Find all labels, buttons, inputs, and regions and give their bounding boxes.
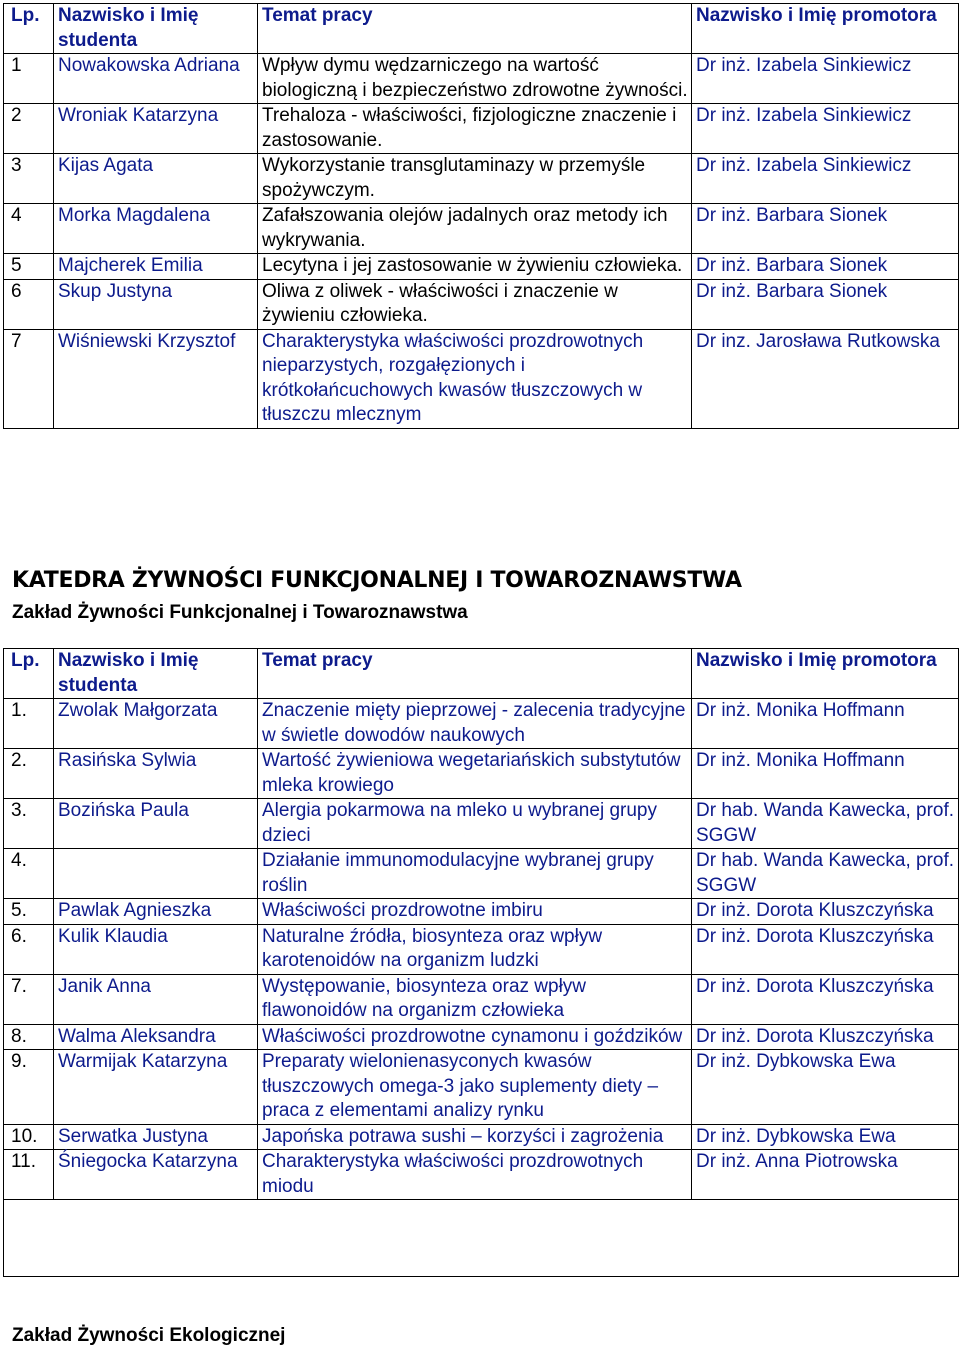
row-student: Skup Justyna bbox=[54, 279, 258, 329]
row-promoter: Dr inz. Jarosława Rutkowska bbox=[692, 329, 959, 428]
row-lp: 3. bbox=[4, 799, 54, 849]
row-lp: 7. bbox=[4, 974, 54, 1024]
row-lp: 8. bbox=[4, 1024, 54, 1050]
row-promoter: Dr inż. Dorota Kluszczyńska bbox=[692, 899, 959, 925]
row-lp: 1 bbox=[4, 54, 54, 104]
row-promoter: Dr inż. Dybkowska Ewa bbox=[692, 1050, 959, 1125]
row-student: Serwatka Justyna bbox=[54, 1124, 258, 1150]
header-topic: Temat pracy bbox=[258, 649, 692, 699]
header-lp: Lp. bbox=[4, 649, 54, 699]
row-promoter: Dr inż. Barbara Sionek bbox=[692, 254, 959, 280]
header-lp: Lp. bbox=[4, 4, 54, 54]
row-student: Morka Magdalena bbox=[54, 204, 258, 254]
row-promoter: Dr inż. Dorota Kluszczyńska bbox=[692, 924, 959, 974]
row-lp: 6 bbox=[4, 279, 54, 329]
row-lp: 5. bbox=[4, 899, 54, 925]
table-row bbox=[4, 279, 959, 329]
thesis-table-2 bbox=[3, 648, 959, 1277]
row-student: Zwolak Małgorzata bbox=[54, 699, 258, 749]
table-row bbox=[4, 329, 959, 428]
row-promoter: Dr inż. Barbara Sionek bbox=[692, 279, 959, 329]
section-title-functional-food: Zakład Żywności Funkcjonalnej i Towaroznawstwa bbox=[12, 602, 468, 623]
row-student: Bozińska Paula bbox=[54, 799, 258, 849]
row-promoter: Dr hab. Wanda Kawecka, prof. SGGW bbox=[692, 799, 959, 849]
row-student: Kulik Klaudia bbox=[54, 924, 258, 974]
row-topic: Naturalne źródła, biosynteza oraz wpływ karotenoidów na organizm ludzki bbox=[258, 924, 692, 974]
table-header-row bbox=[4, 4, 959, 54]
table-row bbox=[4, 204, 959, 254]
header-promoter: Nazwisko i Imię promotora bbox=[692, 649, 959, 699]
row-lp: 7 bbox=[4, 329, 54, 428]
row-student: Śniegocka Katarzyna bbox=[54, 1150, 258, 1200]
table-header-row bbox=[4, 649, 959, 699]
row-topic: Oliwa z oliwek - właściwości i znaczenie w żywieniu człowieka. bbox=[258, 279, 692, 329]
table-row bbox=[4, 849, 959, 899]
row-topic: Lecytyna i jej zastosowanie w żywieniu człowieka. bbox=[258, 254, 692, 280]
row-student: Nowakowska Adriana bbox=[54, 54, 258, 104]
row-student: Wroniak Katarzyna bbox=[54, 104, 258, 154]
table-row bbox=[4, 104, 959, 154]
row-student: Warmijak Katarzyna bbox=[54, 1050, 258, 1125]
table-row bbox=[4, 749, 959, 799]
row-topic: Alergia pokarmowa na mleko u wybranej grupy dzieci bbox=[258, 799, 692, 849]
row-student: Kijas Agata bbox=[54, 154, 258, 204]
row-student: Walma Aleksandra bbox=[54, 1024, 258, 1050]
row-student: Janik Anna bbox=[54, 974, 258, 1024]
table-row bbox=[4, 1050, 959, 1125]
table-footer-space bbox=[4, 1200, 959, 1277]
header-promoter: Nazwisko i Imię promotora bbox=[692, 4, 959, 54]
row-topic: Preparaty wielonienasyconych kwasów tłuszczowych omega-3 jako suplementy diety – praca z elementami analizy rynku bbox=[258, 1050, 692, 1125]
row-lp: 4 bbox=[4, 204, 54, 254]
table-row bbox=[4, 1124, 959, 1150]
row-topic: Wpływ dymu wędzarniczego na wartość biologiczną i bezpieczeństwo zdrowotne żywności. bbox=[258, 54, 692, 104]
row-lp: 3 bbox=[4, 154, 54, 204]
row-topic: Działanie immunomodulacyjne wybranej grupy roślin bbox=[258, 849, 692, 899]
row-lp: 9. bbox=[4, 1050, 54, 1125]
row-promoter: Dr inż. Monika Hoffmann bbox=[692, 699, 959, 749]
row-student: Wiśniewski Krzysztof bbox=[54, 329, 258, 428]
table-row bbox=[4, 1150, 959, 1200]
row-topic: Występowanie, biosynteza oraz wpływ flawonoidów na organizm człowieka bbox=[258, 974, 692, 1024]
row-student: Rasińska Sylwia bbox=[54, 749, 258, 799]
row-topic: Wykorzystanie transglutaminazy w przemyśle spożywczym. bbox=[258, 154, 692, 204]
row-topic: Japońska potrawa sushi – korzyści i zagrożenia bbox=[258, 1124, 692, 1150]
thesis-table-1 bbox=[3, 3, 959, 429]
row-promoter: Dr inż. Izabela Sinkiewicz bbox=[692, 104, 959, 154]
header-topic: Temat pracy bbox=[258, 4, 692, 54]
row-promoter: Dr inż. Barbara Sionek bbox=[692, 204, 959, 254]
row-promoter: Dr inż. Dorota Kluszczyńska bbox=[692, 1024, 959, 1050]
row-promoter: Dr inż. Anna Piotrowska bbox=[692, 1150, 959, 1200]
table-row bbox=[4, 699, 959, 749]
row-student bbox=[54, 849, 258, 899]
row-topic: Charakterystyka właściwości prozdrowotnych miodu bbox=[258, 1150, 692, 1200]
row-lp: 11. bbox=[4, 1150, 54, 1200]
table-row bbox=[4, 254, 959, 280]
table-row bbox=[4, 974, 959, 1024]
row-lp: 4. bbox=[4, 849, 54, 899]
header-student: Nazwisko i Imię studenta bbox=[54, 4, 258, 54]
row-topic: Wartość żywieniowa wegetariańskich substytutów mleka krowiego bbox=[258, 749, 692, 799]
table-row bbox=[4, 154, 959, 204]
row-promoter: Dr inż. Izabela Sinkiewicz bbox=[692, 154, 959, 204]
row-lp: 1. bbox=[4, 699, 54, 749]
row-topic: Trehaloza - właściwości, fizjologiczne znaczenie i zastosowanie. bbox=[258, 104, 692, 154]
row-lp: 2. bbox=[4, 749, 54, 799]
row-topic: Zafałszowania olejów jadalnych oraz metody ich wykrywania. bbox=[258, 204, 692, 254]
row-student: Pawlak Agnieszka bbox=[54, 899, 258, 925]
row-topic: Właściwości prozdrowotne imbiru bbox=[258, 899, 692, 925]
empty-cell bbox=[4, 1200, 959, 1277]
table-row bbox=[4, 1024, 959, 1050]
row-lp: 6. bbox=[4, 924, 54, 974]
row-lp: 5 bbox=[4, 254, 54, 280]
row-student: Majcherek Emilia bbox=[54, 254, 258, 280]
row-promoter: Dr inż. Dybkowska Ewa bbox=[692, 1124, 959, 1150]
table-row bbox=[4, 924, 959, 974]
section-title-organic-food: Zakład Żywności Ekologicznej bbox=[12, 1325, 286, 1346]
row-topic: Właściwości prozdrowotne cynamonu i goździków bbox=[258, 1024, 692, 1050]
row-promoter: Dr hab. Wanda Kawecka, prof. SGGW bbox=[692, 849, 959, 899]
row-promoter: Dr inż. Dorota Kluszczyńska bbox=[692, 974, 959, 1024]
table-row bbox=[4, 54, 959, 104]
row-promoter: Dr inż. Izabela Sinkiewicz bbox=[692, 54, 959, 104]
row-lp: 10. bbox=[4, 1124, 54, 1150]
row-promoter: Dr inż. Monika Hoffmann bbox=[692, 749, 959, 799]
row-lp: 2 bbox=[4, 104, 54, 154]
department-title: KATEDRA ŻYWNOŚCI FUNKCJONALNEJ I TOWAROZNAWSTWA bbox=[12, 568, 742, 593]
table-row bbox=[4, 799, 959, 849]
row-topic: Znaczenie mięty pieprzowej - zalecenia tradycyjne w świetle dowodów naukowych bbox=[258, 699, 692, 749]
row-topic: Charakterystyka właściwości prozdrowotnych nieparzystych, rozgałęzionych i krótkołańcuchowych kwasów tłuszczowych w tłuszczu mlecznym bbox=[258, 329, 692, 428]
header-student: Nazwisko i Imię studenta bbox=[54, 649, 258, 699]
table-row bbox=[4, 899, 959, 925]
